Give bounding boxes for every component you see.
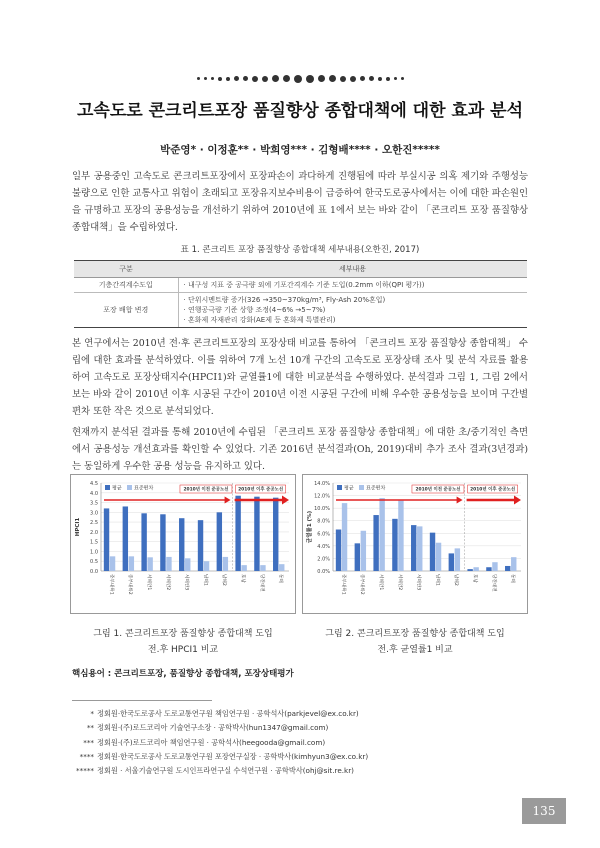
- y-tick-label: 2.0%: [317, 556, 330, 563]
- y-tick-label: 3.5: [90, 500, 98, 507]
- bar-mean: [123, 506, 128, 571]
- bar-mean: [198, 520, 203, 571]
- table-detail-line: · 연행공극량 기준 상향 조정(4~6% →5~7%): [183, 306, 326, 314]
- footnote-mark: *: [90, 709, 94, 718]
- x-tick-label: 중부내륙2: [359, 574, 365, 595]
- y-tick-label: 4.5: [90, 481, 98, 487]
- y-tick-label: 3.0: [90, 510, 98, 517]
- y-tick-label: 1.0: [90, 549, 98, 556]
- x-tick-label: 서해안3: [183, 574, 189, 591]
- bar-std: [204, 561, 209, 571]
- after-arrow-head: [282, 496, 289, 505]
- bar-std: [473, 567, 478, 571]
- bar-mean: [411, 525, 416, 571]
- bar-mean: [104, 508, 109, 571]
- bar-std: [455, 548, 460, 571]
- bar-std: [417, 526, 422, 571]
- figure-1-caption: [68, 626, 298, 658]
- annotation-after-text: 2010년 이후 준공노선: [470, 487, 516, 493]
- x-tick-label: 서해안1: [146, 574, 151, 591]
- table-cell-category: 포장 배합 변경: [74, 293, 178, 328]
- footnote-text: 정회원·한국도로공사 도로교통연구원 책임연구원 · 공학석사(parkjevel@ex.co.kr): [97, 709, 359, 718]
- y-tick-label: 0.0%: [317, 569, 330, 575]
- bar-mean: [373, 515, 378, 571]
- legend-swatch: [105, 485, 110, 490]
- bar-mean: [392, 519, 397, 571]
- bar-mean: [179, 518, 184, 571]
- before-arrow-head: [457, 497, 463, 504]
- legend-label: 표준편차: [134, 485, 154, 492]
- table-detail-line: · 혼화제 자재관리 강화(AE제 등 혼화제 특별관리): [183, 316, 336, 324]
- annotation-before-text: 2010년 이전 준공노선: [415, 487, 461, 493]
- bar-mean: [467, 569, 472, 571]
- bar-std: [223, 557, 228, 571]
- footnote-item: [72, 750, 472, 764]
- body-paragraph-1: 일부 공용중인 고속도로 콘크리트포장에서 포장파손이 과다하게 진행됨에 따라 부실시공 의혹 제기와 주행성능 불량으로 인한 교통사고 위험이 초래되고 포장유지보수비용이 급증하여 한국도로공사에서는 이에 대한 파손원인을 규명하고 포장의 공용성능을 개선하기 위하여 2010년에 표 1에서 보는 바와 같이 「콘크리트 포장 품질향상 종합대책」을 수립하였다.: [72, 171, 528, 233]
- body-paragraph-2: 본 연구에서는 2010년 전·후 콘크리트포장의 포장상태 비교를 통하여 「콘크리트 포장 품질향상 종합대책」 수립에 대한 효과를 분석하였다. 이를 위하여 7개 노선 10개 구간의 고속도로 포장상태 조사 및 분석 자료를 활용하여 고속도로 포장상태지수(HPCI1)와 균열률1에 대한 비교분석을 수행하였다. 분석결과 그림 1, 그림 2에서 보는 바와 같이 2010년 이후 시공된 구간이 2010년 이전 시공된 구간에 비해 우수한 공용성능을 보이며 구간별 편차 또한 작은 것으로 분석되었다.: [72, 338, 528, 417]
- annotation-before-text: 2010년 이전 준공노선: [183, 487, 229, 493]
- footnote-mark: *****: [76, 766, 94, 776]
- body-paragraph-3: 현재까지 분석된 결과를 통해 2010년에 수립된 「콘크리트 포장 품질향상 종합대책」에 대한 초/중기적인 측면에서 공용성능 개선효과를 확인할 수 있었다. 기존 2016년 분석결과(Oh, 2019)대비 추가 조사 결과(3년경과)는 동일하게 우수한 공용 성능을 유지하고 있다.: [72, 427, 528, 472]
- footnote-text: 정회원·(주)로드코리아 책임연구원 · 공학석사(heegooda@gmail.com): [97, 737, 326, 747]
- bar-mean: [217, 512, 222, 571]
- figure-1-chart: [70, 474, 296, 614]
- bar-std: [511, 557, 516, 571]
- x-tick-label: 중부내륙1: [108, 574, 114, 595]
- footnote-item: [72, 721, 472, 735]
- footnote-mark: **: [86, 723, 94, 733]
- footnote-item: [72, 736, 472, 750]
- author-list: 박준영* · 이정훈** · 박희영*** · 김형배**** · 오한진*****: [160, 144, 440, 156]
- footnote-mark: ****: [79, 751, 94, 761]
- bar-std: [129, 556, 134, 571]
- footnotes: [72, 707, 472, 778]
- annotation-after-text: 2010년 이후 준공노선: [238, 487, 284, 493]
- footnote-text: 정회원 · 서울기술연구원 도시인프라연구실 수석연구원 · 공학박사(ohj@sit.re.kr): [97, 766, 354, 776]
- bar-mean: [505, 566, 510, 571]
- bar-mean: [273, 498, 278, 571]
- table-row: [74, 293, 527, 328]
- x-tick-label: 남해1: [202, 574, 208, 586]
- y-tick-label: 1.5: [90, 539, 98, 546]
- y-tick-label: 6.0%: [317, 531, 330, 538]
- bar-std: [398, 501, 403, 571]
- x-tick-label: 서해안2: [396, 574, 402, 591]
- figure-1-caption-line-1: 그림 1. 콘크리트포장 품질향상 종합대책 도입: [93, 629, 273, 639]
- keywords: 핵심용어 : 콘크리트포장, 품질향상 종합대책, 포장상태평가: [72, 669, 294, 679]
- figure-2-caption: [300, 626, 530, 658]
- footnote-text: 정회원·(주)로드코리아 기술연구소장 · 공학박사(hun1347@gmail.com): [97, 723, 329, 733]
- bar-std: [436, 543, 441, 571]
- legend-label: 평균: [112, 485, 122, 492]
- crack-rate-bar-chart: [303, 475, 527, 613]
- bar-std: [361, 531, 366, 571]
- table-header-category: 구분: [74, 261, 178, 278]
- x-tick-label: 당진대전: [490, 574, 496, 592]
- y-tick-label: 10.0%: [314, 506, 330, 513]
- figure-2-caption-line-1: 그림 2. 콘크리트포장 품질향상 종합대책 도입: [325, 629, 505, 639]
- after-arrow-head: [514, 496, 521, 505]
- y-tick-label: 2.5: [90, 520, 98, 527]
- figure-2-caption-line-2: 전.후 균열률1 비교: [377, 645, 453, 655]
- x-tick-label: 서해안2: [164, 574, 170, 591]
- x-tick-label: 호남: [240, 574, 245, 583]
- y-tick-label: 0.5: [90, 559, 98, 566]
- table-detail-line: · 단위시멘트량 증가(326 →350~370kg/m³, Fly-Ash 20%혼입): [183, 296, 386, 304]
- footnote-item: [72, 764, 472, 778]
- x-tick-label: 남해1: [434, 574, 440, 586]
- bar-std: [342, 503, 347, 571]
- x-tick-label: 호남: [472, 574, 477, 583]
- x-tick-label: 중부내륙2: [127, 574, 133, 595]
- bar-std: [279, 564, 284, 571]
- article-title: 고속도로 콘크리트포장 품질향상 종합대책에 대한 효과 분석: [76, 101, 524, 121]
- footnote-text: 정회원·한국도로공사 도로교통연구원 포장연구실장 · 공학박사(kimhyun3@ex.co.kr): [97, 751, 369, 761]
- bar-std: [241, 565, 246, 571]
- x-tick-label: 동해: [277, 574, 283, 583]
- x-tick-label: 당진대전: [258, 574, 264, 592]
- y-tick-label: 4.0%: [317, 543, 330, 550]
- legend-swatch: [127, 485, 132, 490]
- x-tick-label: 남해2: [221, 574, 227, 586]
- footnote-mark: ***: [83, 737, 94, 747]
- bar-std: [147, 557, 152, 571]
- y-tick-label: 8.0%: [317, 518, 330, 525]
- y-tick-label: 14.0%: [314, 481, 330, 487]
- bar-std: [110, 556, 115, 571]
- bar-mean: [160, 514, 165, 571]
- table-header-detail: 세부내용: [178, 261, 527, 278]
- bar-mean: [336, 530, 341, 571]
- y-tick-label: 12.0%: [314, 493, 330, 500]
- y-tick-label: 2.0: [90, 529, 98, 536]
- bar-mean: [141, 513, 146, 571]
- footnote-item: [72, 707, 472, 721]
- y-tick-label: 4.0: [90, 490, 98, 497]
- bar-mean: [430, 533, 435, 571]
- y-tick-label: 0.0: [90, 569, 98, 575]
- bar-std: [492, 562, 497, 571]
- bar-std: [260, 565, 265, 571]
- table-row: [74, 278, 527, 293]
- table-cell-detail: [178, 293, 527, 328]
- bar-mean: [449, 553, 454, 571]
- x-tick-label: 서해안3: [415, 574, 421, 591]
- bar-std: [166, 557, 171, 571]
- table-cell-detail: · 내구성 지표 중 공극량 외에 기포간격계수 기준 도입(0.2mm 이하(QPI 평가)): [178, 278, 527, 293]
- table-cell-category: 기층간격계수도입: [74, 278, 178, 293]
- spec-table: [74, 260, 527, 328]
- x-tick-label: 서해안1: [378, 574, 383, 591]
- bar-mean: [254, 497, 259, 571]
- bar-std: [185, 558, 190, 571]
- bar-mean: [235, 496, 240, 571]
- x-tick-label: 남해2: [453, 574, 459, 586]
- table-caption: 표 1. 콘크리트 포장 품질향상 종합대책 세부내용(오한진, 2017): [180, 245, 420, 255]
- bar-std: [379, 498, 384, 571]
- legend-label: 평균: [344, 485, 354, 492]
- legend-swatch: [359, 485, 364, 490]
- decorative-dots: [0, 74, 600, 84]
- bar-mean: [486, 567, 491, 571]
- y-axis-label: 균열률1 (%): [307, 510, 313, 544]
- figure-2-chart: [302, 474, 528, 614]
- bar-mean: [355, 543, 360, 571]
- legend-swatch: [337, 485, 342, 490]
- x-tick-label: 중부내륙1: [340, 574, 346, 595]
- x-tick-label: 동해: [509, 574, 515, 583]
- legend-label: 표준편차: [366, 485, 386, 492]
- y-axis-label: HPCI1: [75, 517, 81, 537]
- hpci-bar-chart: [71, 475, 295, 613]
- footnote-divider: [72, 700, 212, 701]
- page-number: 135: [522, 798, 566, 824]
- figure-1-caption-line-2: 전.후 HPCI1 비교: [147, 645, 219, 655]
